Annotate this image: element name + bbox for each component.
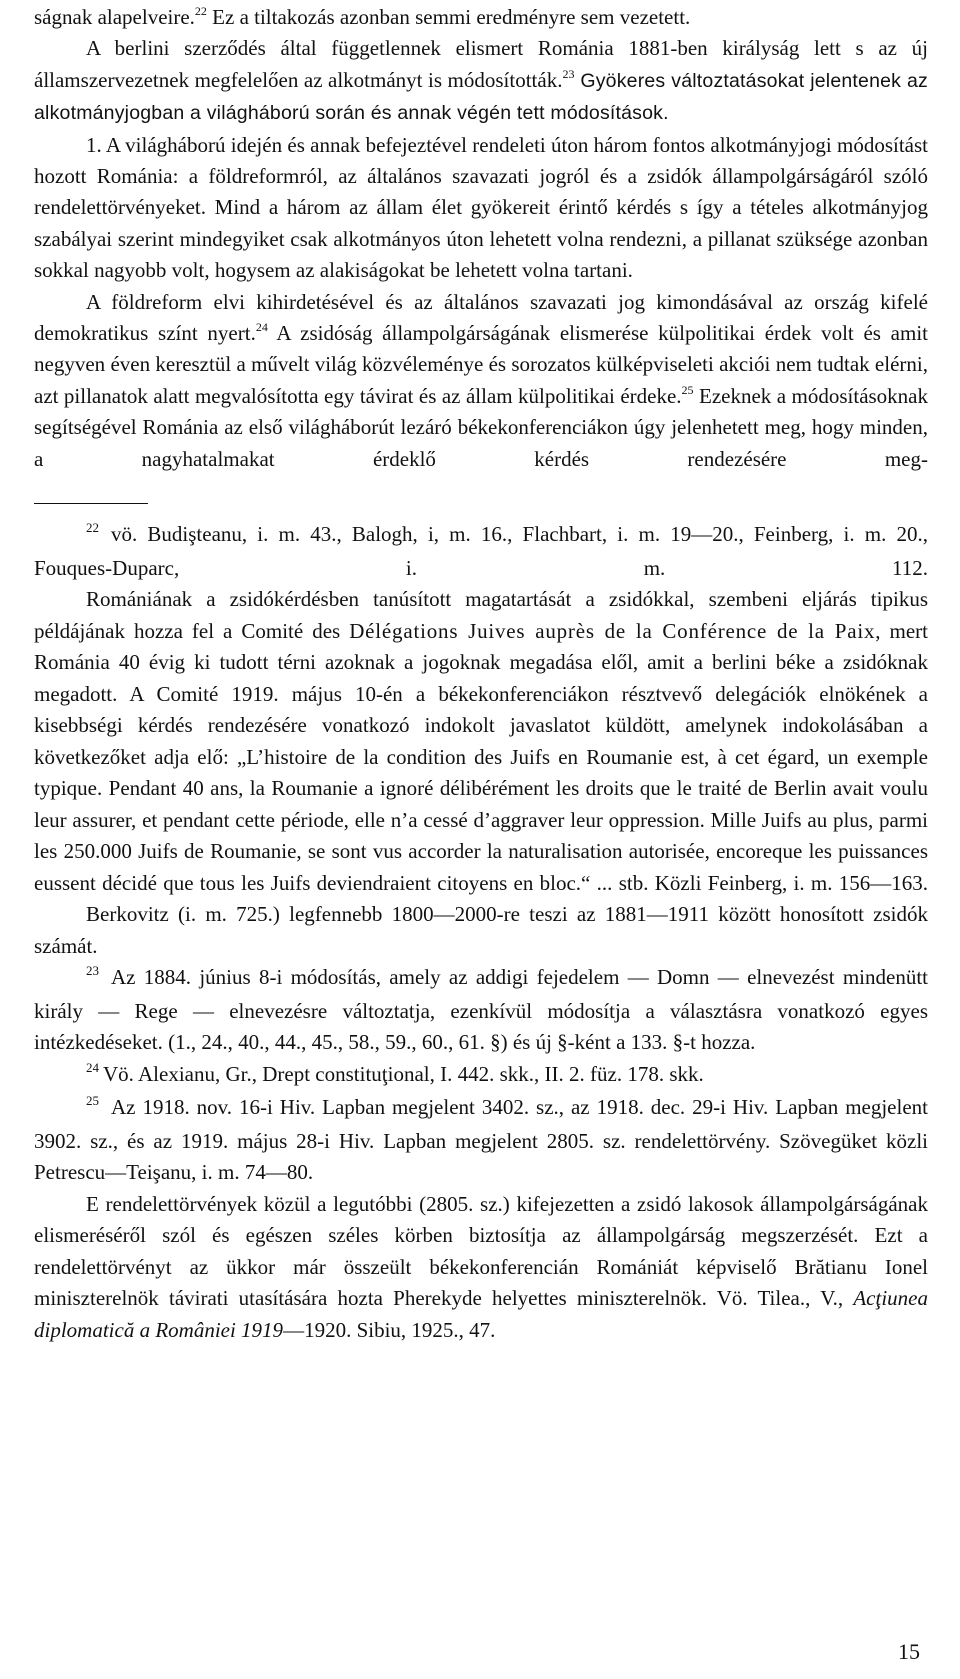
footnotes	[34, 519, 928, 1346]
page-number: 15	[898, 1639, 920, 1664]
footnote-22: $^{22}$ vö. Budişteanu, i. m. 43., Balogh, i, m. 16., Flachbart, i. m. 19—20., Feinberg, i. m. 20., Fouques-Duparc, i. m. 112.	[34, 520, 928, 580]
footnote-mark-25: 25	[86, 1093, 99, 1109]
footnote-ref-24[interactable]: 24	[255, 320, 268, 335]
paragraph-1: ságnak alapelveire.$^{22}$ Ez a tiltakozás azonban semmi eredményre sem vezetett.	[34, 4, 691, 29]
footnote-mark-22: 22	[86, 520, 99, 536]
footnote-23: $^{23}$ Az 1884. június 8-i módosítás, amely az addigi fejedelem — Domn — elnevezést mindenütt király — Rege — elnevezésre változtatja, ezenkívül módosítja a választásra vonatkozó egyes intézkedéseket. (1., 24., 40., 44., 45., 58., 59., 60., 61. §) és új §-ként a 133. §-t hozza.	[34, 963, 928, 1055]
main-text	[34, 2, 928, 475]
paragraph-4: A földreform elvi kihirdetésével és az általános szavazati jog kimondásával az ország kifelé demokratikus színt nyert.$^{24}$ A zsidóság állampolgárságának elismerése külpolitikai érdek volt és amit negyven éven keresztül a művelt világ közvéleménye és sorozatos külképviseleti akciói nem tudtak elérni, azt pillanatok alatt megvalósította egy távirat és az állam külpolitikai érdeke.$^{25}$ Ezeknek a módosításoknak segítségével Románia az első világháborút lezáró békekonferenciákon úgy jelenhetett meg, hogy minden, a nagyhatalmakat érdeklő kérdés rendezésére meg-	[34, 289, 929, 471]
paragraph-2: A berlini szerződés által függetlennek elismert Románia 1881-ben királyság lett s az új államszervezetnek megfelelően az alkotmányt is módosították.$^{23}$ Gyökeres változtatásokat jelentenek az alkotmányjogban a világháború során és annak végén tett módosítások.	[34, 36, 928, 125]
footnote-24: $^{24}$ Vö. Alexianu, Gr., Drept constituţional, I. 442. skk., II. 2. füz. 178. skk.	[86, 1059, 704, 1086]
footnote-25-paragraph-2: E rendelettörvények közül a legutóbbi (2805. sz.) kifejezetten a zsidó lakosok állampolgárságának elismeréséről szól és egészen széles körben biztosítja az állampolgárság megszerzését. Ezt a rendelettörvényt az ükkor már összeült békekonferencián Romániát képviselő Brătianu Ionel miniszterelnök távirati utasítására hozta Pherekyde helyettes miniszterelnök. Vö. Tilea., V., Acţiunea diplomatică a României 1919—1920. Sibiu, 1925., 47.	[34, 1191, 928, 1342]
footnote-25: $^{25}$ Az 1918. nov. 16-i Hiv. Lapban megjelent 3402. sz., az 1918. dec. 29-i Hiv. Lapban megjelent 3902. sz., és az 1919. május 28-i Hiv. Lapban megjelent 2805. sz. rendelettörvény. Szövegüket közli Petrescu—Teişanu, i. m. 74—80.	[34, 1093, 928, 1185]
paragraph-3: 1. A világháború idején és annak befejeztével rendeleti úton három fontos alkotmányjogi módosítást hozott Románia: a földreformról, az általános szavazati jogról és a zsidók állampolgárságáról szóló rendelettörvényeket. Mind a három az állam élet gyökereit érintő kérdés s így a tételes alkotmányjog szabályai szerint mindegyiket csak alkotmányos úton lehetett volna rendezni, a pillanat szüksége azonban sokkal nagyobb volt, hogysem az alakiságokat be lehetett volna tartani.	[34, 132, 928, 283]
footnote-22-paragraph-2: Berkovitz (i. m. 725.) legfennebb 1800—2000-re teszi az 1881—1911 között honosított zsidók számát.	[34, 902, 928, 958]
footnote-mark-24: 24	[86, 1059, 99, 1075]
footnote-mark-23: 23	[86, 963, 99, 979]
footnote-separator	[34, 503, 148, 504]
footnote-ref-25[interactable]: 25	[681, 382, 694, 397]
footnote-22-paragraph-1: Romániának a zsidókérdésben tanúsított magatartását a zsidókkal, szembeni eljárás tipikus példájának hozza fel a Comité des Délégations Juives auprès de la Conférence de la Paix, mert Románia 40 évig ki tudott térni azoknak a jogoknak megadása elől, amit a berlini béke a zsidóknak megadott. A Comité 1919. május 10-én a békekonferenciákon résztvevő delegációk elnökének a kisebbségi kérdés rendezésére vonatkozó indokolt javaslatot küldött, amelynek indokolásában a következőket adja elő: „L’histoire de la condition des Juifs en Roumanie est, à cet égard, un exemple typique. Pendant 40 ans, la Roumanie a ignoré délibérément les droits que le traité de Berlin avait voulu leur assurer, et pendant cette période, elle n’a cessé d’aggraver leur oppression. Mille Juifs au plus, parmi les 250.000 Juifs de Roumanie, se sont vus accorder la naturalisation autorisée, encoreque les puissances eussent décidé que tous les Juifs deviendraient citoyens en bloc.“ ... stb. Közli Feinberg, i. m. 156—163.	[34, 587, 928, 895]
footnote-ref-22[interactable]: 22	[194, 4, 207, 18]
footnote-ref-23[interactable]: 23	[562, 66, 575, 81]
